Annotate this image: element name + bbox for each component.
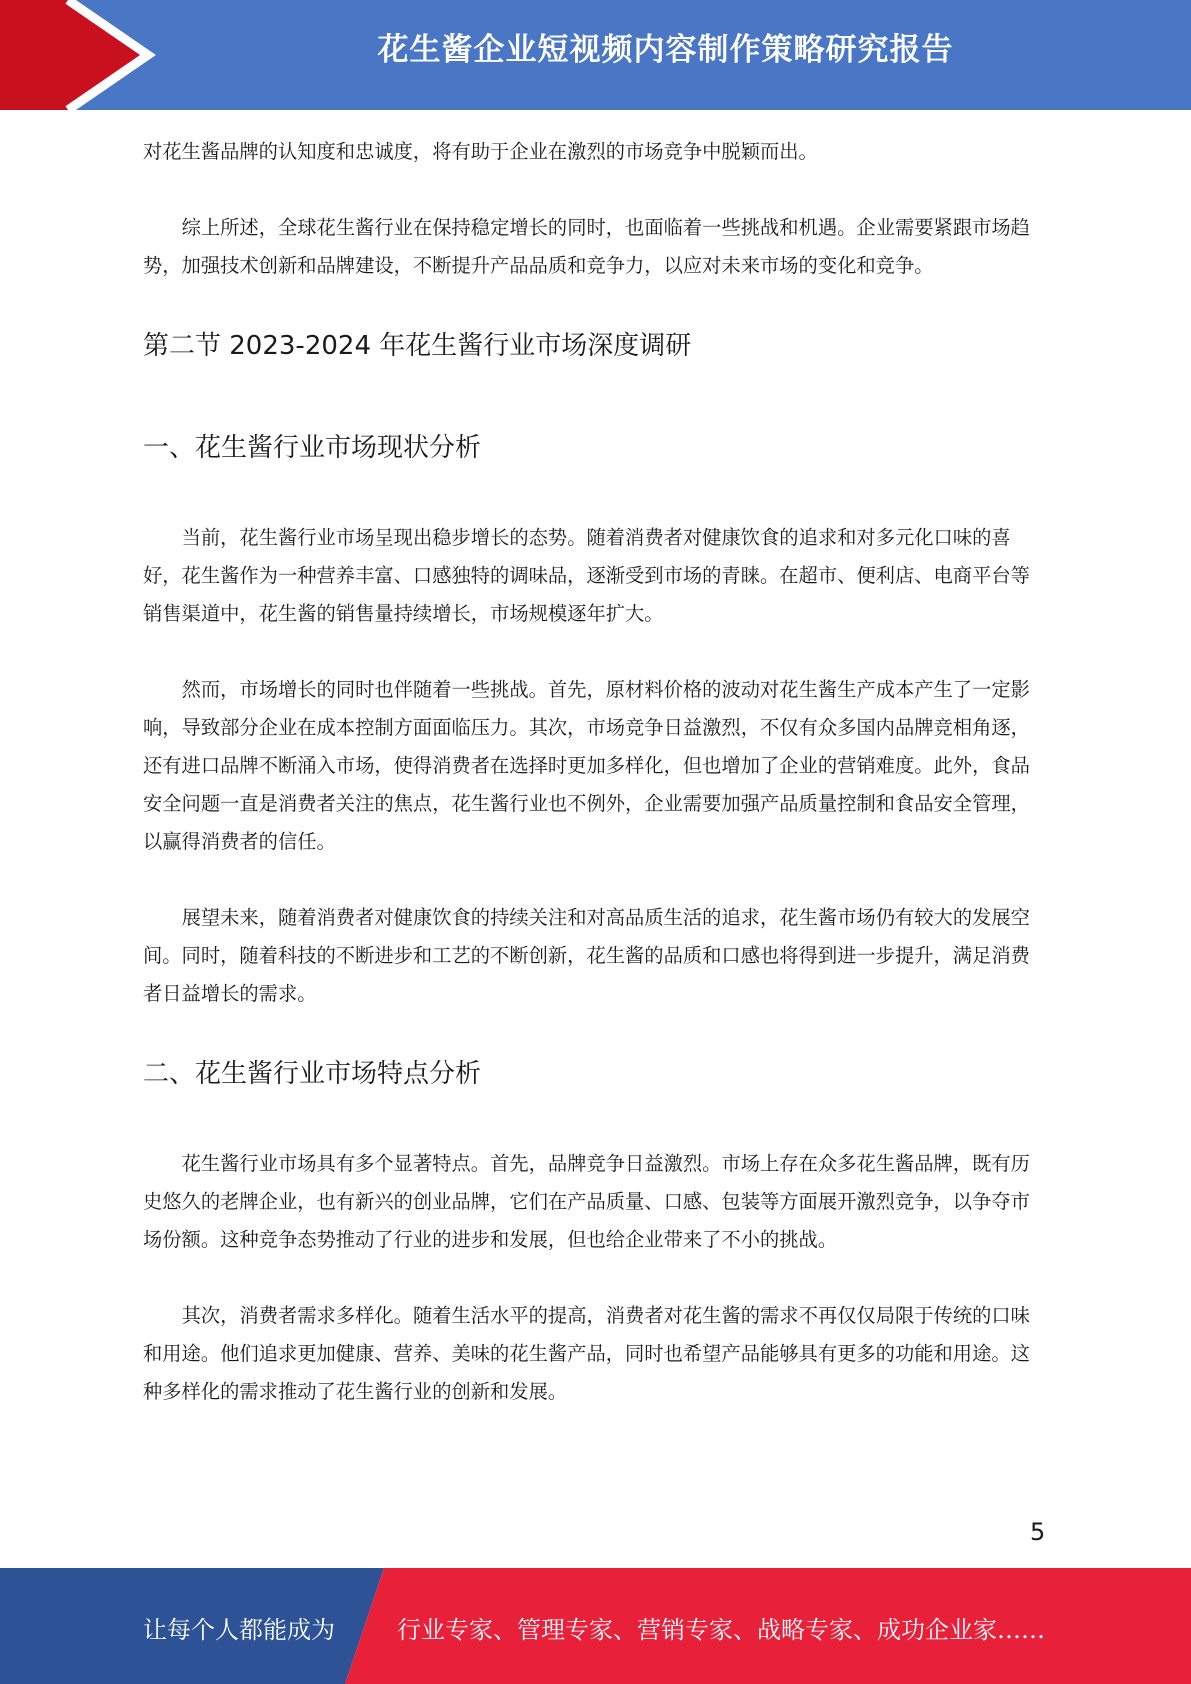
page-footer: [0, 1568, 1191, 1684]
page-content: [143, 133, 1048, 1411]
paragraph: 当前，花生酱行业市场呈现出稳步增长的态势。随着消费者对健康饮食的追求和对多元化口味的喜好，花生酱作为一种营养丰富、口感独特的调味品，逐渐受到市场的青睐。在超市、便利店、电商平台等销售渠道中，花生酱的销售量持续增长，市场规模逐年扩大。: [143, 526, 1030, 625]
paragraph: 然而，市场增长的同时也伴随着一些挑战。首先，原材料价格的波动对花生酱生产成本产生了一定影响，导致部分企业在成本控制方面面临压力。其次，市场竞争日益激烈，不仅有众多国内品牌竞相角逐，还有进口品牌不断涌入市场，使得消费者在选择时更加多样化，但也增加了企业的营销难度。此外，食品安全问题一直是消费者关注的焦点，花生酱行业也不例外，企业需要加强产品质量控制和食品安全管理，以赢得消费者的信任。: [143, 678, 1030, 853]
subsection-title-2: 二、花生酱行业市场特点分析: [143, 1059, 482, 1089]
footer-slogan-left: 让每个人都能成为: [143, 1616, 335, 1644]
continuation-paragraph: 对花生酱品牌的认知度和忠诚度，将有助于企业在激烈的市场竞争中脱颖而出。: [143, 140, 818, 163]
page-number: 5: [1030, 1518, 1046, 1546]
summary-paragraph: 综上所述，全球花生酱行业在保持稳定增长的同时，也面临着一些挑战和机遇。企业需要紧跟市场趋势，加强技术创新和品牌建设，不断提升产品品质和竞争力，以应对未来市场的变化和竞争。: [143, 216, 1030, 277]
section-title: 第二节 2023-2024 年花生酱行业市场深度调研: [143, 331, 692, 361]
paragraph: 展望未来，随着消费者对健康饮食的持续关注和对高品质生活的追求，花生酱市场仍有较大的发展空间。同时，随着科技的不断进步和工艺的不断创新，花生酱的品质和口感也将得到进一步提升，满足消费者日益增长的需求。: [143, 906, 1030, 1005]
footer-slogan-right: 行业专家、管理专家、营销专家、战略专家、成功企业家……: [397, 1616, 1045, 1644]
subsection-title-1: 一、花生酱行业市场现状分析: [143, 433, 482, 463]
report-title: 花生酱企业短视频内容制作策略研究报告: [377, 32, 954, 68]
page-header: [0, 0, 1191, 110]
paragraph: 其次，消费者需求多样化。随着生活水平的提高，消费者对花生酱的需求不再仅仅局限于传统的口味和用途。他们追求更加健康、营养、美味的花生酱产品，同时也希望产品能够具有更多的功能和用途。这种多样化的需求推动了花生酱行业的创新和发展。: [143, 1304, 1030, 1403]
paragraph: 花生酱行业市场具有多个显著特点。首先，品牌竞争日益激烈。市场上存在众多花生酱品牌，既有历史悠久的老牌企业，也有新兴的创业品牌，它们在产品质量、口感、包装等方面展开激烈竞争，以争夺市场份额。这种竞争态势推动了行业的进步和发展，但也给企业带来了不小的挑战。: [143, 1152, 1030, 1251]
